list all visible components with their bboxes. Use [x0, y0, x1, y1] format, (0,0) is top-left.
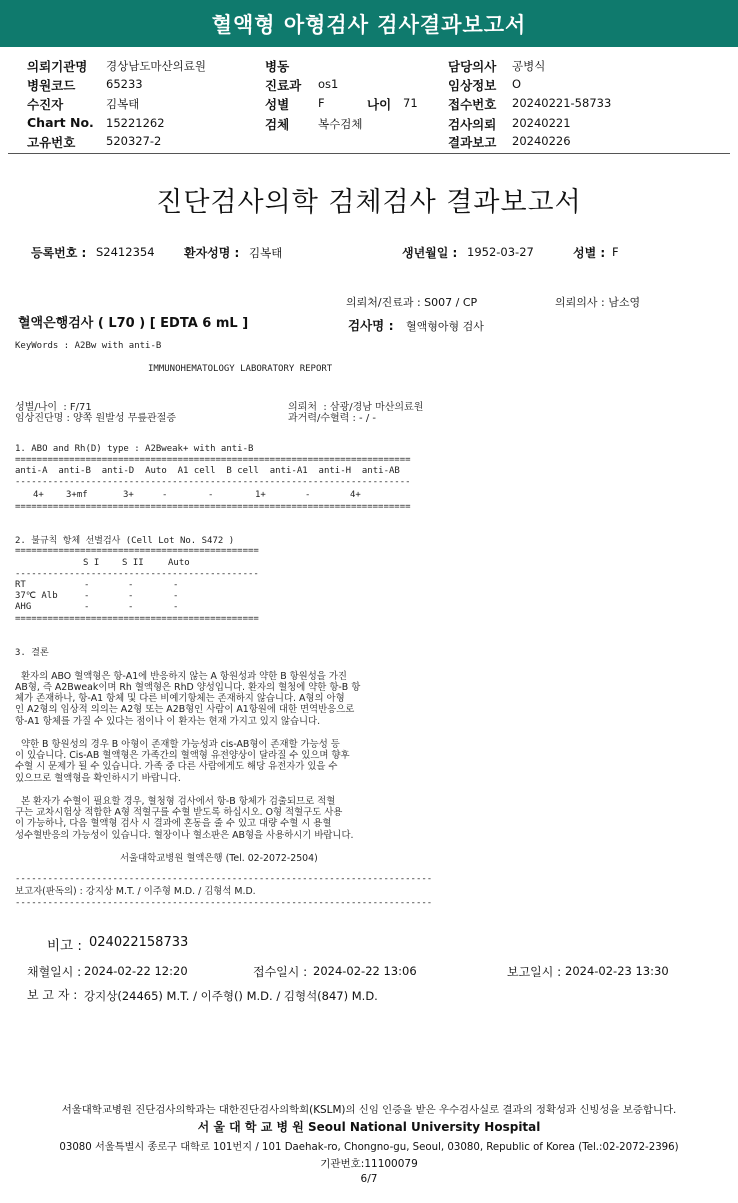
field-label-report-date: 결과보고 [448, 135, 497, 150]
field-label-request-date: 검사의뢰 [448, 117, 497, 132]
field-value-institution: 경상남도마산의료원 [106, 59, 206, 73]
field-value-patient: 김복태 [106, 97, 140, 111]
field-label-ward: 병동 [265, 59, 290, 74]
report-label: 보고일시 : [507, 965, 562, 979]
reg-no-label: 등록번호 : [31, 246, 87, 260]
header-b-cell: B cell [226, 466, 259, 476]
sec2-cell: - [128, 580, 134, 590]
sec2-cell: - [173, 602, 179, 612]
requesting-institution: 의뢰처 : 삼광/경남 마산의료원 [288, 402, 424, 413]
request-department: 의뢰처/진료과 : S007 / CP [346, 296, 478, 309]
field-label-department: 진료과 [265, 78, 302, 93]
field-value-receipt-no: 20240221-58733 [512, 96, 612, 110]
reg-no-value: S2412354 [96, 245, 155, 259]
header-anti-a1: anti-A1 [269, 466, 308, 476]
field-label-age: 나이 [367, 97, 392, 112]
header-divider [8, 153, 730, 154]
conclusion-line: 구는 교차시험상 적합한 A형 적혈구를 수혈 받도록 하십시오. O형 적혈구도 사용 [15, 807, 343, 818]
sec2-cell: - [128, 602, 134, 612]
lab-report-title: IMMUNOHEMATOLOGY LABORATORY REPORT [148, 364, 333, 374]
header-anti-h: anti-H [318, 466, 352, 476]
sex-label: 성별 : [573, 246, 606, 260]
field-value-sex: F [318, 96, 325, 110]
field-value-chart-no: 15221262 [106, 116, 165, 130]
double-rule: ============================================= [15, 614, 259, 624]
test-name-label: 검사명 : [348, 318, 394, 333]
clinical-diagnosis: 임상진단명 : 양쪽 원발성 무릎관절증 [15, 413, 176, 424]
field-label-specimen: 검체 [265, 117, 290, 132]
receive-label: 접수일시 : [253, 965, 308, 979]
field-value-specimen: 복수검체 [318, 117, 363, 131]
header-anti-ab: anti-AB [361, 466, 400, 476]
dob-label: 생년월일 : [402, 246, 458, 260]
report-header-bar [0, 0, 738, 47]
field-label-sex: 성별 [265, 97, 290, 112]
field-label-institution: 의뢰기관명 [27, 59, 88, 74]
conclusion-line: 약한 B 항원성의 경우 B 아형이 존재할 가능성과 cis-AB형이 존재할 가능성 등 [15, 739, 340, 750]
sex-value: F [612, 245, 619, 259]
field-value-doctor: 공병식 [512, 59, 546, 73]
conclusion-line: 수혈 시 문제가 될 수 있습니다. 가족 중 다른 사람에게도 해당 유전자가 있을 수 [15, 761, 338, 772]
sec2-cell: - [128, 591, 134, 601]
receive-value: 2024-02-22 13:06 [313, 964, 417, 978]
field-value-clinical-info: O [512, 77, 522, 91]
field-value-hospital-code: 65233 [106, 77, 143, 91]
single-rule: --------------------------------------------- [15, 569, 259, 579]
sec2-header-s1: S I [83, 558, 100, 568]
sec1-value-b-cell: 1+ [255, 490, 266, 500]
reporter-label: 보 고 자 : [27, 988, 78, 1002]
sec1-value-anti-b: 3+mf [66, 490, 88, 500]
sec2-header-auto: Auto [168, 558, 190, 568]
sec3-title: 3. 결론 [15, 648, 49, 658]
double-rule: ========================================================================= [15, 502, 411, 512]
hospital-address: 03080 서울특별시 종로구 대학로 101번지 / 101 Daehak-ro, Chongno-gu, Seoul, 03080, Republic of Korea (Tel.:02-2072-2396) [59, 1142, 679, 1153]
header-anti-a: anti-A [15, 466, 48, 476]
sec1-header-row [15, 466, 400, 477]
field-label-doctor: 담당의사 [448, 59, 497, 74]
field-value-report-date: 20240226 [512, 134, 571, 148]
page-number: 6/7 [360, 1173, 378, 1185]
patient-name-label: 환자성명 : [184, 246, 240, 260]
field-label-patient: 수진자 [27, 97, 64, 112]
conclusion-line: 본 환자가 수혈이 필요할 경우, 혈청형 검사에서 항-B 항체가 검출되므로 적혈 [15, 796, 336, 807]
request-doctor: 의뢰의사 : 남소영 [555, 296, 641, 309]
reporter-value: 강지상(24465) M.T. / 이주형() M.D. / 김형석(847) M.D. [84, 989, 378, 1003]
conclusion-line: 항-A1 항체를 가질 수 있다는 점이나 이 환자는 현재 가지고 있지 않습니다. [15, 716, 321, 727]
header-anti-d: anti-D [101, 466, 135, 476]
collect-value: 2024-02-22 12:20 [84, 964, 188, 978]
single-rule: ----------------------------------------------------------------------------- [15, 898, 433, 908]
certification-note: 서울대학교병원 진단검사의학과는 대한진단검사의학회(KSLM)의 신임 인증을 받은 우수검사실로 결과의 정확성과 신빙성을 보증합니다. [61, 1104, 677, 1116]
history: 과거력/수혈력 : - / - [288, 413, 376, 424]
header-anti-b: anti-B [58, 466, 91, 476]
conclusion-line: 인 A2형의 임상적 의의는 A2형 또는 A2B형인 사람이 A1항원에 대한 면역반응으로 [15, 704, 355, 715]
header-auto: Auto [145, 466, 167, 476]
single-rule: ----------------------------------------------------------------------------- [15, 874, 433, 884]
conclusion-line: 환자의 ABO 혈액형은 항-A1에 반응하지 않는 A 항원성과 약한 B 항원성을 가진 [15, 671, 347, 682]
sec1-value-auto: - [162, 490, 168, 500]
keywords: KeyWords : A2Bw with anti-B [15, 341, 162, 351]
field-label-receipt-no: 접수번호 [448, 97, 497, 112]
conclusion-line: 체가 존재하나, 항-A1 항체 및 다른 비예기항체는 존재하지 않습니다. A형의 아형 [15, 693, 345, 704]
sec1-value-anti-a: 4+ [33, 490, 44, 500]
sec2-row-name: 37℃ Alb [15, 591, 58, 601]
institution-number: 기관번호:11100079 [320, 1158, 418, 1170]
test-group: 혈액은행검사 ( L70 ) [ EDTA 6 mL ] [18, 316, 249, 331]
remarks-label: 비고 : [47, 938, 82, 954]
dob-value: 1952-03-27 [467, 245, 534, 259]
field-label-hospital-code: 병원코드 [27, 78, 76, 93]
patient-name-value: 김복태 [249, 246, 283, 260]
sec2-cell: - [84, 591, 90, 601]
main-report-title: 진단검사의학 검체검사 결과보고서 [156, 187, 582, 218]
reporter-line: 보고자(판독의) : 강지상 M.T. / 이주형 M.D. / 김형석 M.D. [15, 886, 256, 897]
field-value-age: 71 [403, 96, 418, 110]
sec2-header-s2: S II [122, 558, 144, 568]
sec1-value-anti-h: 4+ [350, 490, 361, 500]
remarks-value: 024022158733 [89, 935, 189, 950]
sec2-cell: - [173, 591, 179, 601]
field-label-clinical-info: 임상정보 [448, 78, 497, 93]
sec2-cell: - [84, 580, 90, 590]
field-value-department: os1 [318, 77, 339, 91]
sex-age: 성별/나이 : F/71 [15, 402, 92, 413]
sec1-value-a1-cell: - [208, 490, 214, 500]
field-value-unique-no: 520327-2 [106, 134, 162, 148]
single-rule: ------------------------------------------------------------------------- [15, 477, 411, 487]
conclusion-line: 이 가능하나, 다음 혈액형 검사 시 결과에 혼동을 줄 수 있고 대량 수혈 시 용혈 [15, 818, 332, 829]
sec1-value-anti-a1: - [305, 490, 311, 500]
double-rule: ========================================================================= [15, 455, 411, 465]
sec2-cell: - [173, 580, 179, 590]
report-title: 혈액형 아형검사 검사결과보고서 [211, 12, 527, 37]
sec2-row-name: RT [15, 580, 26, 590]
conclusion-line: AB형, 즉 A2Bweak이며 Rh 혈액형은 RhD 양성입니다. 환자의 혈청에 약한 항-B 항 [15, 682, 361, 693]
blood-bank-contact: 서울대학교병원 혈액은행 (Tel. 02-2072-2504) [120, 853, 318, 864]
hospital-name: 서 울 대 학 교 병 원 Seoul National University Hospital [197, 1120, 541, 1134]
conclusion-line: 성수혈반응의 가능성이 있습니다. 혈장이나 혈소판은 AB형을 사용하시기 바랍니다. [15, 830, 354, 841]
field-label-chart-no: Chart No. [27, 115, 94, 130]
sec1-title: 1. ABO and Rh(D) type : A2Bweak+ with anti-B [15, 444, 254, 454]
report-value: 2024-02-23 13:30 [565, 964, 669, 978]
sec2-row-name: AHG [15, 602, 32, 612]
test-name-value: 혈액형아형 검사 [406, 320, 484, 333]
sec2-cell: - [84, 602, 90, 612]
double-rule: ============================================= [15, 546, 259, 556]
conclusion-line: 있으므로 혈액형을 확인하시기 바랍니다. [15, 773, 181, 784]
field-label-unique-no: 고유번호 [27, 135, 76, 150]
collect-label: 채혈일시 : [27, 965, 82, 979]
conclusion-line: 이 있습니다. Cis-AB 혈액형은 가족간의 혈액형 유전양상이 달라질 수 있으며 향후 [15, 750, 350, 761]
sec2-title: 2. 불규칙 항체 선별검사 (Cell Lot No. S472 ) [15, 536, 235, 546]
field-value-request-date: 20240221 [512, 116, 571, 130]
sec1-value-anti-d: 3+ [123, 490, 134, 500]
header-a1-cell: A1 cell [177, 466, 216, 476]
